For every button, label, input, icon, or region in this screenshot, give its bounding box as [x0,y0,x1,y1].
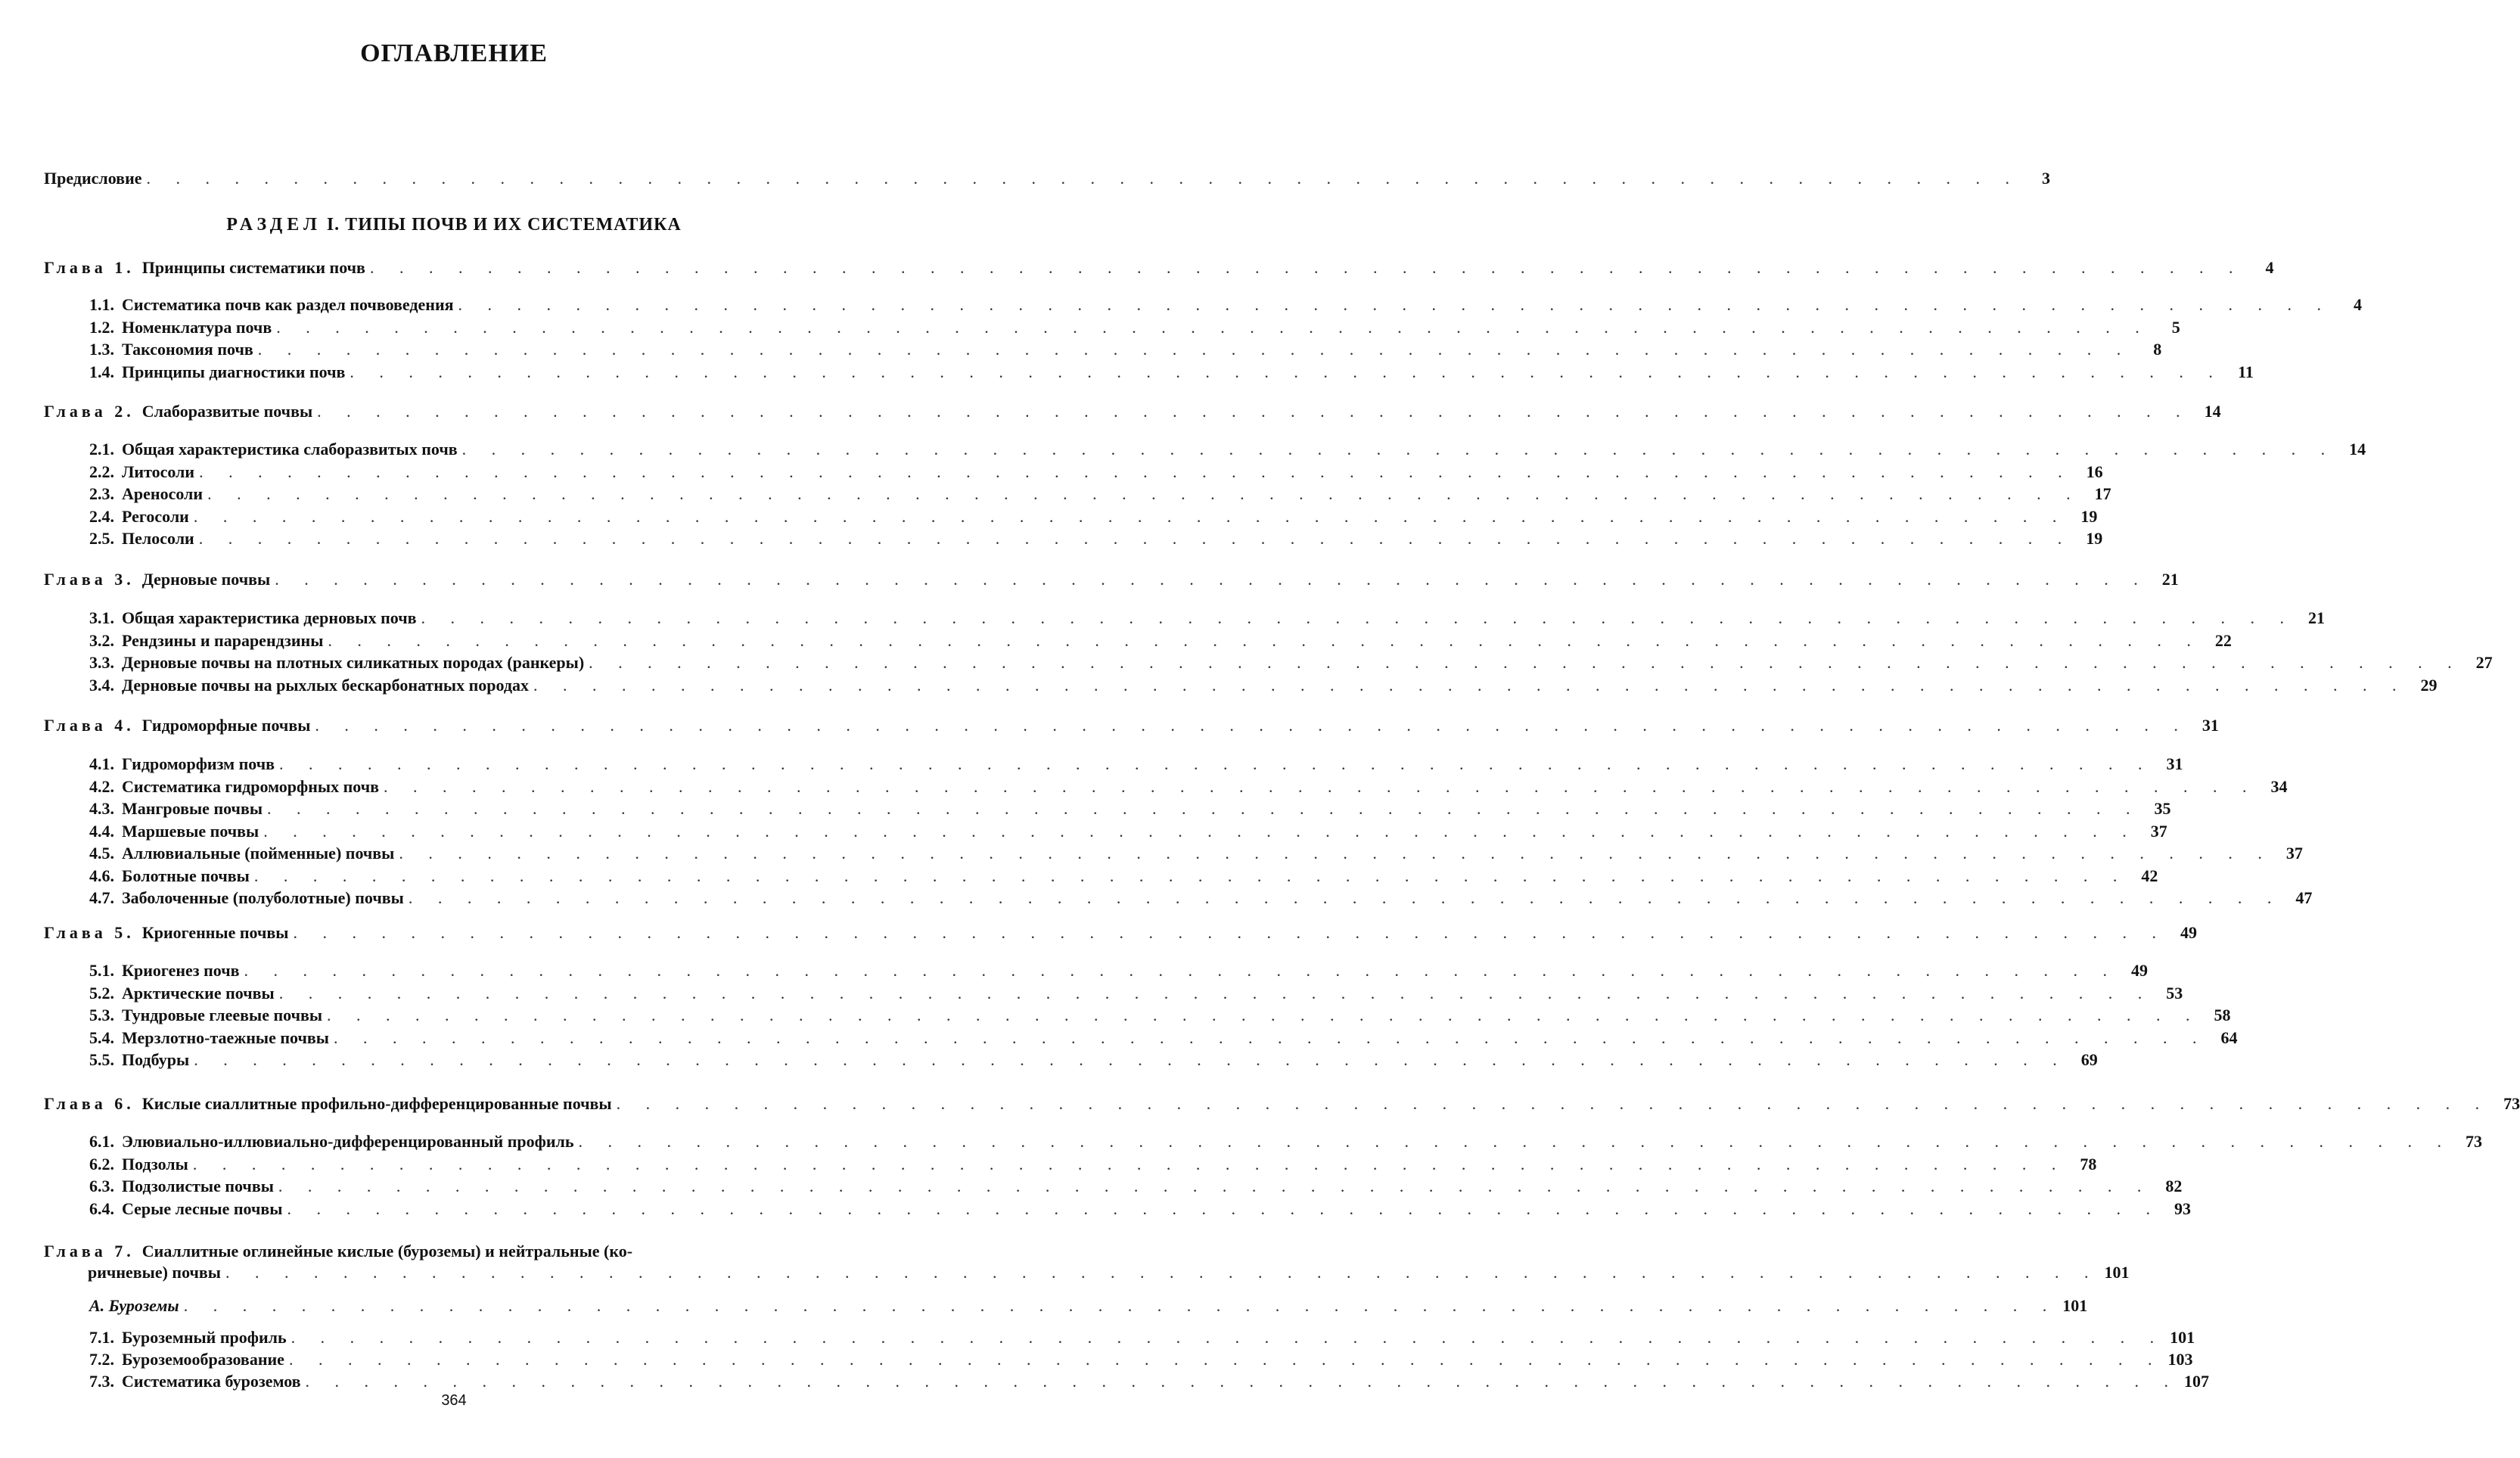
subsection-title: Буроземообразование [122,1350,284,1369]
subsection-page: 42 [2141,866,2158,885]
toc-subsection [89,608,2325,629]
page-number: 364 [441,1392,467,1409]
dot-leader [207,483,2081,505]
chapter-title-line1: Сиаллитные оглинейные кислые (буроземы) и нейтральные (ко- [141,1242,633,1261]
chapter-title: Криогенные почвы [141,923,289,942]
toc-subsection [89,960,2149,981]
dot-leader [350,362,2223,383]
subsection-page: 37 [2150,821,2167,841]
chapter-page: 21 [2161,570,2179,589]
subsection-page: 11 [2238,362,2254,381]
subsection-number: 7.3. [89,1372,114,1391]
dot-leader [289,1349,2163,1370]
subsection-number: 3.4. [89,675,114,695]
subsection-number: 3.3. [89,653,114,672]
dot-leader [193,1154,2067,1175]
subsection-page: 8 [2153,340,2162,359]
toc-subsection [89,843,2303,864]
toc-subsection [89,317,2180,338]
dot-leader [617,1093,2490,1114]
subsection-page: 58 [2214,1006,2231,1024]
toc-subsection [89,821,2167,842]
subsection-title: Мерзлотно-таежные почвы [122,1027,329,1047]
subsection-number: 4.6. [89,866,114,885]
subsection-page: 31 [2166,754,2183,773]
dot-leader [458,294,2332,316]
subsection-number: 1.3. [89,340,114,359]
toc-subsection [89,866,2158,887]
subsection-title: Серые лесные почвы [122,1198,283,1218]
subsection-number: 1.2. [89,317,114,337]
subsection-page: 17 [2094,484,2111,503]
subsection-title: Мангровые почвы [122,799,263,818]
toc-subsection [89,776,2288,797]
subsection-number: 5.2. [89,983,114,1003]
chapter-number: Глава 5. [44,923,135,942]
dot-leader [291,1327,2165,1348]
subsection-page: 73 [2466,1132,2483,1151]
subsection-title: Подбуры [122,1050,190,1069]
toc-subsection [89,1176,2183,1197]
subsection-title: Болотные почвы [122,866,250,885]
subsection-number: 1.1. [89,295,114,314]
subsection-number: 2.2. [89,462,114,481]
subsection-number: 5.4. [89,1027,114,1047]
dot-leader [306,1371,2180,1392]
dot-leader [462,439,2336,460]
dot-leader [589,652,2463,673]
toc-subsection [89,462,2103,483]
subsection-page: 5 [2171,317,2180,337]
subsection-title: Систематика буроземов [122,1372,301,1391]
dot-leader [279,983,2153,1004]
toc-subsection [89,1327,2195,1348]
subsection-number: 7.2. [89,1350,114,1369]
toc-subsection [89,1198,2191,1220]
subsection-page: 34 [2270,776,2288,796]
subsection-page: 21 [2308,608,2325,627]
subsection-title: Ареносоли [122,484,204,503]
subsection-title: Номенклатура почв [122,317,272,337]
toc-subsection [89,1154,2097,1175]
subsection-title: Таксономия почв [122,340,253,359]
subsection-number: 5.1. [89,961,114,980]
toc-chapter [44,922,2197,944]
chapter-page: 14 [2204,402,2221,421]
toc-chapter [44,715,2219,736]
toc-subsection [89,630,2232,651]
dot-leader [399,843,2273,864]
subsection-number: 3.2. [89,630,114,650]
chapter-page: 73 [2503,1094,2520,1113]
toc-subsection [89,528,2103,549]
subsection-number: 2.1. [89,440,114,459]
toc-chapter [44,1241,2130,1283]
subsection-page: 27 [2475,653,2493,672]
subsection-page: 78 [2080,1154,2097,1174]
subsection-title: Аллювиальные (пойменные) почвы [122,844,395,863]
dot-leader [287,1198,2161,1220]
dot-leader [327,1005,2201,1026]
subheading-page: 101 [2062,1296,2088,1315]
dot-leader [370,257,2244,278]
subsection-title: Регосоли [122,506,189,526]
dot-leader [421,608,2295,629]
chapter-title: Принципы систематики почв [141,258,365,277]
dot-leader [194,1049,2068,1071]
subsection-number: 6.4. [89,1198,114,1218]
subsection-number: 6.1. [89,1132,114,1151]
subsection-number: 5.5. [89,1050,114,1069]
subsection-title: Дерновые почвы на плотных силикатных породах (ранкеры) [122,653,585,672]
dot-leader [334,1027,2208,1049]
toc-subsection [89,675,2438,696]
subsection-page: 4 [2354,295,2363,314]
toc-subsection [89,506,2098,527]
dot-leader [199,462,2073,483]
toc-subsection [89,1049,2098,1071]
dot-leader [225,1262,2099,1283]
dot-leader [279,754,2153,775]
subsection-title: Заболоченные (полуболотные) почвы [122,888,404,907]
subsection-title: Общая характеристика слаборазвитых почв [122,440,458,459]
dot-leader [533,675,2407,696]
dot-leader [384,776,2257,797]
toc-chapter [44,1093,2520,1114]
toc-subsection [89,798,2171,819]
subsection-title: Подзолы [122,1154,188,1174]
subsection-title: Систематика почв как раздел почвоведения [122,295,454,314]
dot-leader [254,866,2128,887]
toc-subheading [89,1295,2088,1317]
subsection-page: 69 [2080,1050,2098,1069]
subsection-title: Тундровые глеевые почвы [122,1006,323,1024]
subsection-title: Дерновые почвы на рыхлых бескарбонатных породах [122,675,530,695]
chapter-page: 4 [2265,258,2274,277]
dot-leader [263,821,2137,842]
dot-leader [147,168,2021,189]
subsection-page: 37 [2285,844,2303,863]
dot-leader [267,798,2141,819]
chapter-title: Гидроморфные почвы [141,716,311,735]
chapter-title: Кислые сиаллитные профильно-дифференцированные почвы [141,1094,612,1113]
dot-leader [258,339,2132,360]
toc-subsection [89,983,2183,1004]
dot-leader [275,569,2149,590]
subsection-title: Маршевые почвы [122,821,259,841]
subsection-page: 47 [2295,888,2313,907]
toc-subsection [89,483,2111,505]
toc-subsection [89,754,2183,775]
subsection-page: 49 [2131,961,2149,980]
subsection-title: Общая характеристика дерновых почв [122,608,417,627]
chapter-number: Глава 7. [44,1242,135,1261]
subsection-title: Принципы диагностики почв [122,362,346,381]
subsection-title: Гидроморфизм почв [122,754,275,773]
dot-leader [278,1176,2152,1197]
entry-title: Предисловие [44,169,142,188]
toc-subsection [89,1349,2193,1370]
subsection-page: 22 [2214,630,2232,650]
subsection-title: Буроземный профиль [122,1328,287,1347]
chapter-title: Дерновые почвы [141,570,271,589]
subsection-number: 6.3. [89,1177,114,1195]
subsection-page: 14 [2349,440,2366,459]
toc-subsection [89,1131,2483,1152]
subsection-page: 19 [2080,506,2098,526]
dot-leader [317,401,2191,422]
subsection-number: 4.2. [89,776,114,796]
subsection-title: Рендзины и парарендзины [122,630,324,650]
subsection-title: Литосоли [122,462,195,481]
subsection-title: Пелосоли [122,529,194,548]
chapter-title: Слаборазвитые почвы [141,402,313,421]
dot-leader [276,317,2150,338]
subheading-title: А. Буроземы [89,1296,179,1315]
subsection-number: 5.3. [89,1006,114,1024]
toc-subsection [89,1005,2231,1026]
chapter-number: Глава 6. [44,1094,135,1113]
subsection-title: Систематика гидроморфных почв [122,776,380,796]
toc-subsection [89,339,2162,360]
toc-subsection [89,362,2254,383]
subsection-title: Подзолистые почвы [122,1177,274,1195]
subsection-number: 2.3. [89,484,114,503]
toc-subsection [89,294,2363,316]
subsection-page: 64 [2220,1027,2238,1047]
subsection-number: 1.4. [89,362,114,381]
dot-leader [244,960,2118,981]
toc-chapter [44,257,2274,278]
dot-leader [293,922,2167,944]
chapter-page: 101 [2104,1263,2130,1282]
dot-leader [579,1131,2453,1152]
page-title: ОГЛАВЛЕНИЕ [360,39,548,67]
entry-page: 3 [2042,169,2051,188]
subsection-page: 93 [2174,1198,2191,1218]
toc-chapter [44,569,2179,590]
toc-subsection [89,1027,2238,1049]
dot-leader [315,715,2189,736]
subsection-number: 4.5. [89,844,114,863]
chapter-page: 31 [2202,716,2219,735]
subsection-page: 35 [2154,799,2171,818]
subsection-number: 4.7. [89,888,114,907]
toc-subsection [89,652,2493,673]
chapter-number: Глава 4. [44,716,135,735]
subsection-number: 4.3. [89,799,114,818]
subsection-title: Криогенез почв [122,961,240,980]
dot-leader [184,1295,2058,1317]
subsection-page: 16 [2086,462,2103,481]
subsection-page: 29 [2420,675,2438,695]
chapter-title-line2: ричневые) почвы [88,1263,221,1282]
toc-subsection [89,439,2366,460]
dot-leader [328,630,2202,651]
subsection-number: 7.1. [89,1328,114,1347]
dot-leader [199,528,2073,549]
subsection-page: 82 [2165,1177,2183,1195]
subsection-page: 53 [2166,983,2183,1003]
subsection-number: 3.1. [89,608,114,627]
toc-entry-preface [44,168,2051,189]
chapter-page: 49 [2180,923,2197,942]
subsection-number: 4.4. [89,821,114,841]
subsection-page: 103 [2167,1350,2193,1369]
chapter-number: Глава 1. [44,258,135,277]
dot-leader [194,506,2068,527]
subsection-number: 6.2. [89,1154,114,1174]
subsection-number: 2.4. [89,506,114,526]
subsection-page: 107 [2184,1372,2210,1391]
section-heading: РАЗДЕЛ I. ТИПЫ ПОЧВ И ИХ СИСТЕМАТИКА [226,215,682,235]
subsection-number: 2.5. [89,529,114,548]
subsection-title: Арктические почвы [122,983,275,1003]
chapter-number: Глава 3. [44,570,135,589]
toc-subsection [89,888,2313,909]
dot-leader [409,888,2282,909]
chapter-number: Глава 2. [44,402,135,421]
toc-chapter [44,401,2221,422]
subsection-title: Элювиально-иллювиально-дифференцированный профиль [122,1132,574,1151]
subsection-page: 101 [2170,1328,2195,1347]
toc-subsection [89,1371,2210,1392]
subsection-number: 4.1. [89,754,114,773]
subsection-page: 19 [2086,529,2103,548]
